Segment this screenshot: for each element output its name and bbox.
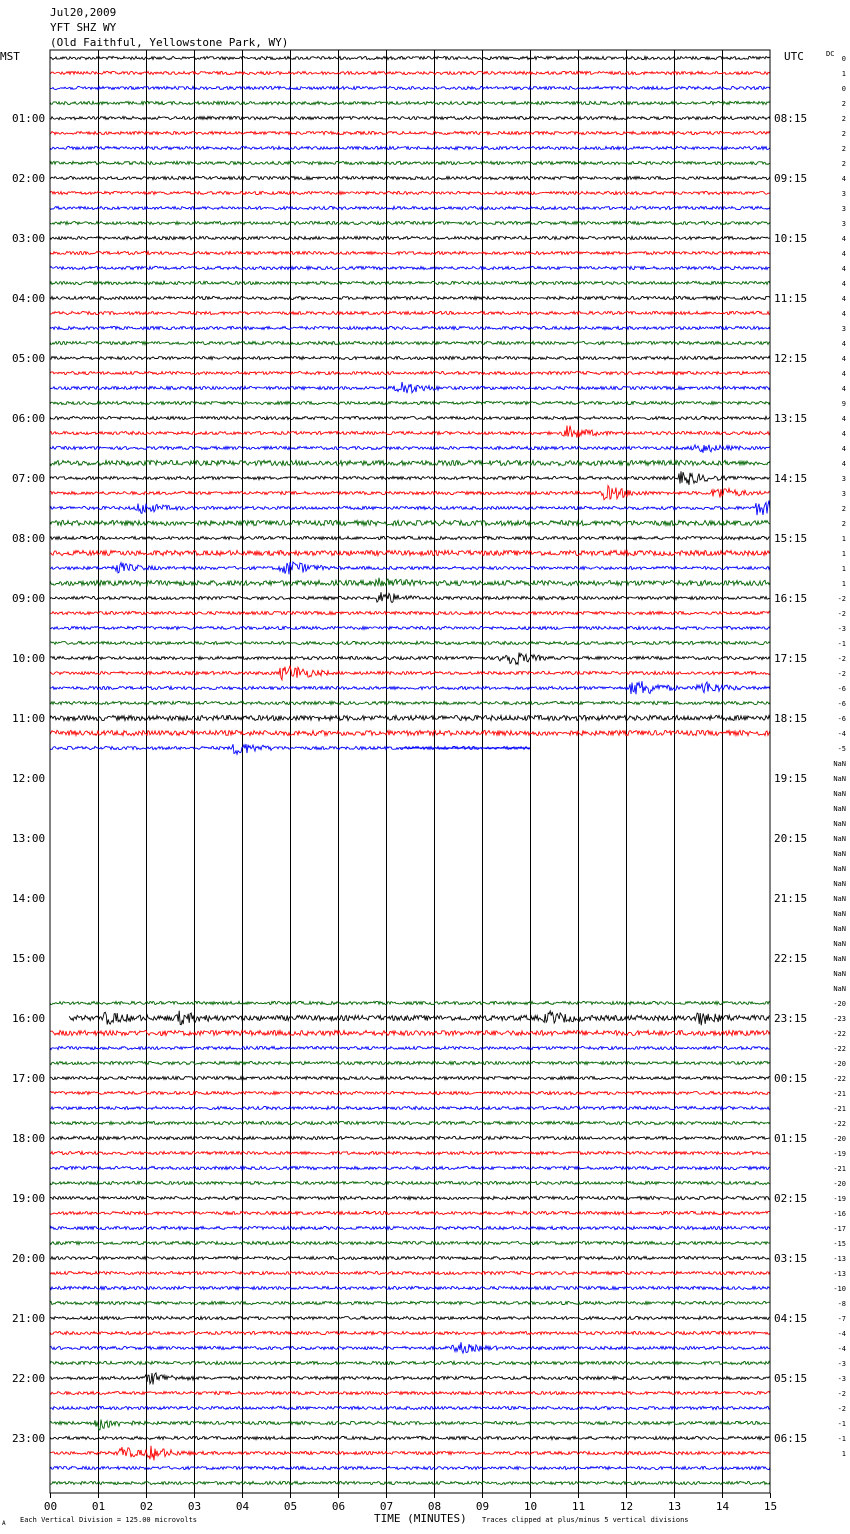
right-hour-label: 21:15 — [774, 892, 808, 905]
seismic-trace — [50, 131, 770, 134]
dc-offset-label: 1 — [841, 70, 846, 78]
left-hour-label: 12:00 — [12, 772, 46, 785]
seismic-trace — [50, 371, 770, 374]
dc-offset-label: 3 — [841, 325, 846, 333]
dc-offset-label: -1 — [837, 1435, 846, 1443]
dc-offset-label: 2 — [841, 145, 846, 153]
dc-offset-label: 2 — [841, 505, 846, 513]
seismic-trace — [50, 176, 770, 179]
dc-offset-label: -16 — [833, 1210, 846, 1218]
dc-offset-label: 1 — [841, 580, 846, 588]
dc-offset-label: NaN — [833, 970, 846, 978]
right-hour-label: 12:15 — [774, 352, 808, 365]
seismic-trace — [50, 592, 770, 602]
seismic-trace — [50, 1316, 770, 1319]
right-hour-label: 23:15 — [774, 1012, 808, 1025]
seismic-trace — [50, 296, 770, 299]
left-hour-label: 10:00 — [12, 652, 46, 665]
seismic-trace — [50, 1241, 770, 1244]
dc-offset-label: -2 — [837, 655, 846, 663]
dc-offset-label: NaN — [833, 880, 846, 888]
seismic-trace — [50, 416, 770, 419]
dc-offset-label: 9 — [841, 400, 846, 408]
dc-offset-label: 0 — [841, 85, 846, 93]
x-tick-label: 14 — [715, 1500, 730, 1513]
dc-offset-label: -1 — [837, 640, 846, 648]
dc-offset-label: NaN — [833, 835, 846, 843]
right-hour-label: 11:15 — [774, 292, 808, 305]
dc-offset-label: NaN — [833, 940, 846, 948]
seismic-trace — [50, 1121, 770, 1124]
x-tick-label: 03 — [187, 1500, 202, 1513]
left-hour-label: 18:00 — [12, 1132, 46, 1145]
seismic-trace — [50, 666, 770, 680]
dc-offset-label: -23 — [833, 1015, 846, 1023]
left-hour-label: 16:00 — [12, 1012, 46, 1025]
x-axis-title: TIME (MINUTES) — [374, 1512, 467, 1525]
x-tick-label: 08 — [427, 1500, 442, 1513]
seismic-trace — [50, 1331, 770, 1334]
seismic-trace — [50, 1076, 770, 1079]
right-hour-label: 06:15 — [774, 1432, 808, 1445]
seismic-trace — [50, 1391, 770, 1394]
dc-offset-label: 1 — [841, 535, 846, 543]
dc-offset-label: -17 — [833, 1225, 846, 1233]
dc-offset-label: -22 — [833, 1030, 846, 1038]
left-hour-label: 15:00 — [12, 952, 46, 965]
dc-offset-label: -21 — [833, 1105, 846, 1113]
dc-offset-label: 3 — [841, 475, 846, 483]
seismic-trace — [50, 401, 770, 404]
right-hour-label: 10:15 — [774, 232, 808, 245]
dc-offset-label: 4 — [841, 385, 846, 393]
seismic-trace — [50, 730, 770, 735]
x-tick-label: 07 — [379, 1500, 394, 1513]
dc-offset-label: -22 — [833, 1075, 846, 1083]
seismic-trace — [50, 1091, 770, 1094]
seismic-trace — [50, 221, 770, 224]
dc-offset-label: NaN — [833, 895, 846, 903]
x-tick-label: 04 — [235, 1500, 250, 1513]
seismic-trace — [50, 641, 770, 644]
dc-offset-label: NaN — [833, 850, 846, 858]
dc-offset-label: NaN — [833, 955, 846, 963]
seismic-trace — [50, 1166, 770, 1169]
right-hour-label: 14:15 — [774, 472, 808, 485]
seismic-trace — [50, 1373, 770, 1385]
x-tick-label: 01 — [91, 1500, 106, 1513]
dc-offset-label: -19 — [833, 1195, 846, 1203]
x-tick-label: 09 — [475, 1500, 490, 1513]
seismic-trace — [50, 266, 770, 269]
seismic-trace — [50, 715, 770, 720]
left-hour-label: 22:00 — [12, 1372, 46, 1385]
seismic-trace — [50, 86, 770, 89]
dc-offset-label: 4 — [841, 340, 846, 348]
left-hour-label: 05:00 — [12, 352, 46, 365]
dc-offset-label: 4 — [841, 460, 846, 468]
seismic-trace — [69, 1011, 769, 1026]
dc-offset-label: -2 — [837, 610, 846, 618]
seismic-trace — [50, 1406, 770, 1409]
left-hour-label: 09:00 — [12, 592, 46, 605]
dc-offset-label: -20 — [833, 1180, 846, 1188]
seismic-trace — [50, 146, 770, 149]
dc-offset-label: NaN — [833, 805, 846, 813]
dc-offset-label: 2 — [841, 520, 846, 528]
x-tick-label: 06 — [331, 1500, 346, 1513]
right-hour-label: 16:15 — [774, 592, 808, 605]
dc-offset-label: 2 — [841, 115, 846, 123]
dc-offset-label: 3 — [841, 190, 846, 198]
dc-offset-label: -5 — [837, 745, 846, 753]
seismic-trace — [50, 251, 770, 254]
dc-offset-label: NaN — [833, 865, 846, 873]
x-tick-label: 11 — [571, 1500, 586, 1513]
dc-offset-label: 4 — [841, 175, 846, 183]
seismic-trace — [50, 536, 770, 539]
dc-offset-label: -3 — [837, 1375, 846, 1383]
dc-offset-label: -4 — [837, 1345, 846, 1353]
header-date: Jul20,2009 — [50, 6, 117, 19]
right-hour-label: 04:15 — [774, 1312, 808, 1325]
left-timezone-label: MST — [0, 50, 20, 63]
dc-offset-label: 4 — [841, 415, 846, 423]
left-hour-label: 23:00 — [12, 1432, 46, 1445]
dc-offset-label: 4 — [841, 235, 846, 243]
right-hour-label: 17:15 — [774, 652, 808, 665]
left-hour-label: 17:00 — [12, 1072, 46, 1085]
seismic-trace — [50, 161, 770, 164]
seismic-trace — [50, 1436, 770, 1439]
dc-offset-label: -3 — [837, 625, 846, 633]
dc-offset-label: 3 — [841, 220, 846, 228]
seismic-trace — [50, 1361, 770, 1364]
seismic-trace — [50, 71, 770, 74]
dc-offset-label: 0 — [841, 55, 846, 63]
right-hour-label: 03:15 — [774, 1252, 808, 1265]
seismic-trace — [50, 445, 770, 453]
dc-offset-label: 4 — [841, 280, 846, 288]
right-hour-label: 05:15 — [774, 1372, 808, 1385]
right-hour-label: 15:15 — [774, 532, 808, 545]
seismic-trace — [50, 460, 770, 465]
dc-offset-label: -10 — [833, 1285, 846, 1293]
seismic-trace — [50, 1256, 770, 1259]
dc-offset-label: -21 — [833, 1090, 846, 1098]
left-hour-label: 11:00 — [12, 712, 46, 725]
seismic-trace — [50, 1106, 770, 1109]
seismic-trace — [50, 1446, 770, 1461]
corner-mark: A — [2, 1520, 6, 1527]
x-tick-label: 05 — [283, 1500, 298, 1513]
dc-offset-label: -8 — [837, 1300, 846, 1308]
seismic-trace — [50, 486, 770, 500]
seismic-trace — [50, 1061, 770, 1064]
dc-offset-label: 4 — [841, 445, 846, 453]
seismic-trace — [50, 1211, 770, 1214]
dc-offset-label: -3 — [837, 1360, 846, 1368]
seismic-trace — [50, 356, 770, 359]
dc-offset-label: NaN — [833, 790, 846, 798]
header-location: (Old Faithful, Yellowstone Park, WY) — [50, 36, 289, 49]
dc-offset-label: 3 — [841, 205, 846, 213]
seismic-trace — [50, 191, 770, 194]
right-hour-label: 18:15 — [774, 712, 808, 725]
dc-offset-label: 4 — [841, 355, 846, 363]
left-hour-label: 04:00 — [12, 292, 46, 305]
dc-offset-label: 4 — [841, 430, 846, 438]
seismic-trace — [50, 1151, 770, 1154]
dc-offset-label: 1 — [841, 565, 846, 573]
seismic-trace — [50, 681, 770, 694]
seismic-trace — [50, 611, 770, 614]
right-timezone-label: UTC — [784, 50, 804, 63]
scale-note: Each Vertical Division = 125.00 microvolts — [20, 1516, 198, 1524]
seismic-trace — [50, 281, 770, 284]
seismic-trace — [50, 1466, 770, 1469]
seismic-trace — [50, 326, 770, 329]
seismic-trace — [50, 626, 770, 629]
dc-offset-label: 2 — [841, 130, 846, 138]
seismic-trace — [50, 1271, 770, 1274]
dc-offset-label: -2 — [837, 1405, 846, 1413]
seismic-trace — [50, 562, 770, 574]
left-hour-label: 07:00 — [12, 472, 46, 485]
right-hour-label: 08:15 — [774, 112, 808, 125]
dc-offset-label: -22 — [833, 1120, 846, 1128]
left-hour-label: 08:00 — [12, 532, 46, 545]
right-hour-label: 19:15 — [774, 772, 808, 785]
seismic-trace — [50, 1286, 770, 1289]
dc-offset-label: 4 — [841, 310, 846, 318]
dc-offset-label: NaN — [833, 820, 846, 828]
dc-offset-label: 4 — [841, 295, 846, 303]
dc-label: DC — [826, 50, 835, 58]
x-tick-label: 02 — [139, 1500, 154, 1513]
dc-offset-label: -4 — [837, 1330, 846, 1338]
seismic-trace — [50, 56, 770, 59]
dc-offset-label: -4 — [837, 730, 846, 738]
right-hour-label: 02:15 — [774, 1192, 808, 1205]
dc-offset-label: -6 — [837, 685, 846, 693]
right-hour-label: 00:15 — [774, 1072, 808, 1085]
dc-offset-label: -13 — [833, 1255, 846, 1263]
dc-offset-label: -20 — [833, 1060, 846, 1068]
dc-offset-label: 4 — [841, 265, 846, 273]
seismic-trace — [50, 471, 770, 485]
seismic-trace — [50, 520, 770, 525]
seismic-trace — [50, 1030, 770, 1035]
right-hour-label: 09:15 — [774, 172, 808, 185]
x-tick-label: 00 — [43, 1500, 58, 1513]
seismic-trace — [50, 101, 770, 104]
dc-offset-label: -2 — [837, 670, 846, 678]
dc-offset-label: -15 — [833, 1240, 846, 1248]
dc-offset-label: 2 — [841, 160, 846, 168]
seismic-trace — [50, 1481, 770, 1484]
left-hour-label: 03:00 — [12, 232, 46, 245]
seismic-trace — [50, 311, 770, 314]
dc-offset-label: -2 — [837, 595, 846, 603]
dc-offset-label: NaN — [833, 985, 846, 993]
x-tick-label: 10 — [523, 1500, 538, 1513]
right-hour-label: 20:15 — [774, 832, 808, 845]
dc-offset-label: 2 — [841, 100, 846, 108]
seismic-trace — [50, 578, 770, 587]
seismic-trace — [50, 653, 770, 665]
seismic-trace — [50, 1046, 770, 1049]
seismic-trace — [50, 1181, 770, 1184]
right-hour-label: 01:15 — [774, 1132, 808, 1145]
right-hour-label: 22:15 — [774, 952, 808, 965]
seismic-trace — [50, 206, 770, 209]
dc-offset-label: -6 — [837, 715, 846, 723]
dc-offset-label: -2 — [837, 1390, 846, 1398]
seismic-trace — [50, 382, 770, 393]
dc-offset-label: 1 — [841, 550, 846, 558]
dc-offset-label: -1 — [837, 1420, 846, 1428]
dc-offset-label: -22 — [833, 1045, 846, 1053]
seismic-trace — [50, 1001, 770, 1004]
seismic-trace — [50, 426, 770, 438]
left-hour-label: 21:00 — [12, 1312, 46, 1325]
dc-offset-label: NaN — [833, 775, 846, 783]
dc-offset-label: NaN — [833, 910, 846, 918]
dc-offset-label: NaN — [833, 925, 846, 933]
seismic-trace — [50, 236, 770, 239]
left-hour-label: 02:00 — [12, 172, 46, 185]
dc-offset-label: -6 — [837, 700, 846, 708]
dc-offset-label: NaN — [833, 760, 846, 768]
dc-offset-label: 4 — [841, 250, 846, 258]
dc-offset-label: 1 — [841, 1450, 846, 1458]
seismic-trace — [50, 550, 770, 555]
dc-offset-label: 4 — [841, 370, 846, 378]
dc-offset-label: 3 — [841, 490, 846, 498]
x-tick-label: 13 — [667, 1500, 682, 1513]
dc-offset-label: -13 — [833, 1270, 846, 1278]
x-tick-label: 12 — [619, 1500, 634, 1513]
dc-offset-label: -19 — [833, 1150, 846, 1158]
left-hour-label: 13:00 — [12, 832, 46, 845]
seismic-trace — [50, 1342, 770, 1353]
seismic-trace — [50, 1136, 770, 1139]
left-hour-label: 06:00 — [12, 412, 46, 425]
seismic-trace — [50, 1196, 770, 1199]
left-hour-label: 19:00 — [12, 1192, 46, 1205]
seismic-trace — [50, 116, 770, 119]
left-hour-label: 20:00 — [12, 1252, 46, 1265]
seismic-trace — [50, 1226, 770, 1229]
seismic-trace — [50, 701, 770, 704]
left-hour-label: 01:00 — [12, 112, 46, 125]
seismic-trace — [50, 1301, 770, 1304]
dc-offset-label: -7 — [837, 1315, 846, 1323]
dc-offset-label: -21 — [833, 1165, 846, 1173]
clip-note: Traces clipped at plus/minus 5 vertical divisions — [482, 1516, 689, 1524]
dc-offset-label: -20 — [833, 1135, 846, 1143]
seismic-trace — [50, 501, 770, 516]
seismic-trace — [50, 1420, 770, 1430]
x-tick-label: 15 — [763, 1500, 778, 1513]
right-hour-label: 13:15 — [774, 412, 808, 425]
left-hour-label: 14:00 — [12, 892, 46, 905]
dc-offset-label: -20 — [833, 1000, 846, 1008]
header-station: YFT SHZ WY — [50, 21, 117, 34]
plot-frame — [50, 50, 770, 1493]
seismic-trace — [50, 341, 770, 344]
